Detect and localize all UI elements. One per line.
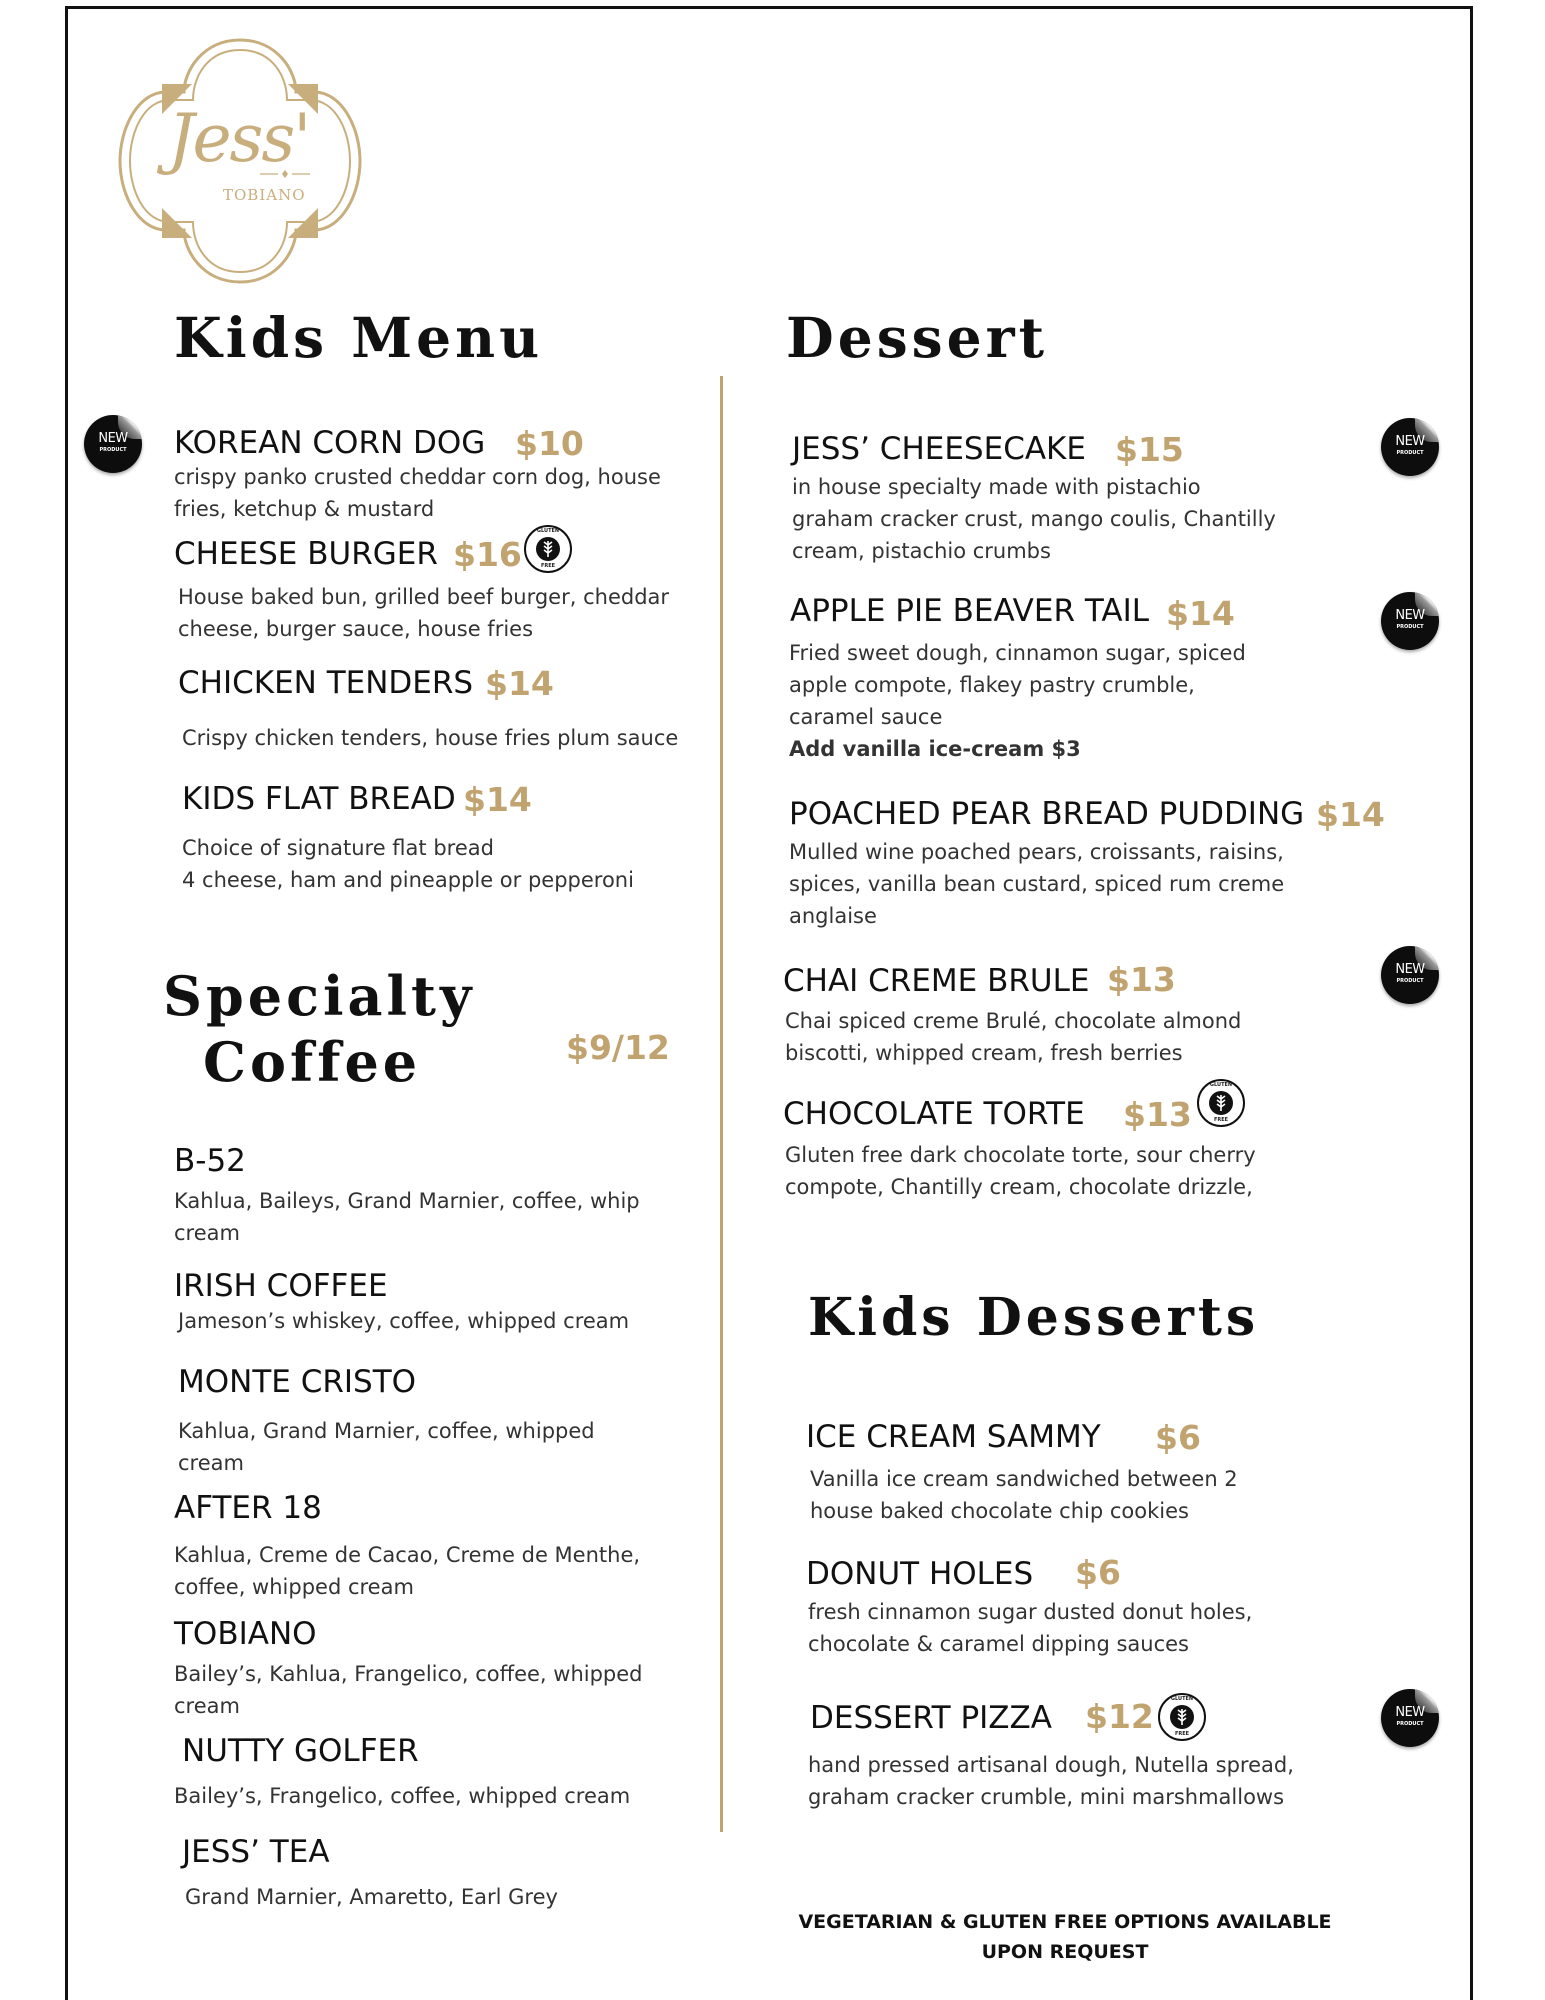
item-desc: Crispy chicken tenders, house fries plum sauce <box>182 726 679 750</box>
dessert-heading: Dessert <box>786 305 1048 370</box>
item-desc: Kahlua, Creme de Cacao, Creme de Menthe, <box>174 1543 641 1567</box>
item-desc: apple compote, flakey pastry crumble, <box>789 673 1195 697</box>
footer-line-2: UPON REQUEST <box>981 1941 1149 1963</box>
coffee-name-b52: B-52 <box>174 1143 246 1179</box>
item-price-poached-pear-bread-pudding: $14 <box>1316 795 1385 834</box>
item-desc: house baked chocolate chip cookies <box>810 1499 1189 1523</box>
item-desc: in house specialty made with pistachio <box>792 475 1201 499</box>
item-desc: graham cracker crumble, mini marshmallows <box>808 1785 1285 1809</box>
item-desc: Bailey’s, Kahlua, Frangelico, coffee, whipped <box>174 1662 643 1686</box>
specialty-heading-line1: Specialty <box>163 964 476 1028</box>
item-desc: Kahlua, Baileys, Grand Marnier, coffee, whip <box>174 1189 640 1213</box>
item-desc: Vanilla ice cream sandwiched between 2 <box>810 1467 1238 1491</box>
item-name-korean-corn-dog: KOREAN CORN DOG <box>174 425 486 461</box>
item-desc: cheese, burger sauce, house fries <box>178 617 534 641</box>
item-desc: chocolate & caramel dipping sauces <box>808 1632 1189 1656</box>
item-desc: cream <box>174 1694 240 1718</box>
item-price-apple-pie-beaver-tail: $14 <box>1166 594 1235 633</box>
item-desc: fries, ketchup & mustard <box>174 497 435 521</box>
logo-subtitle: TOBIANO <box>223 186 306 204</box>
item-desc: caramel sauce <box>789 705 943 729</box>
item-desc: anglaise <box>789 904 877 928</box>
jess-tobiano-logo <box>110 32 370 290</box>
item-addon: Add vanilla ice-cream $3 <box>789 737 1081 761</box>
item-desc: graham cracker crust, mango coulis, Chantilly <box>792 507 1276 531</box>
item-desc: spices, vanilla bean custard, spiced rum creme <box>789 872 1285 896</box>
item-desc: 4 cheese, ham and pineapple or pepperoni <box>182 868 634 892</box>
item-desc: Chai spiced creme Brulé, chocolate almond <box>785 1009 1242 1033</box>
item-desc: Choice of signature flat bread <box>182 836 494 860</box>
item-name-cheese-burger: CHEESE BURGER <box>174 536 438 572</box>
item-price-ice-cream-sammy: $6 <box>1155 1418 1201 1457</box>
item-desc: Fried sweet dough, cinnamon sugar, spiced <box>789 641 1246 665</box>
item-name-donut-holes: DONUT HOLES <box>806 1556 1034 1592</box>
item-desc: cream, pistachio crumbs <box>792 539 1051 563</box>
logo-script-name: Jess' <box>168 100 310 177</box>
item-name-apple-pie-beaver-tail: APPLE PIE BEAVER TAIL <box>790 593 1149 629</box>
coffee-name-jess-tea: JESS’ TEA <box>182 1834 330 1870</box>
gluten-free-icon: GLUTEN FREE <box>1157 1692 1207 1742</box>
new-product-badge: NEW PRODUCT <box>1381 592 1439 650</box>
item-desc: Bailey’s, Frangelico, coffee, whipped cream <box>174 1784 631 1808</box>
specialty-coffee-price: $9/12 <box>566 1028 670 1067</box>
item-name-ice-cream-sammy: ICE CREAM SAMMY <box>806 1419 1101 1455</box>
new-product-badge: NEW PRODUCT <box>1381 946 1439 1004</box>
item-desc: cream <box>178 1451 244 1475</box>
item-name-chai-creme-brule: CHAI CREME BRULE <box>783 963 1090 999</box>
item-desc: fresh cinnamon sugar dusted donut holes, <box>808 1600 1253 1624</box>
coffee-name-monte-cristo: MONTE CRISTO <box>178 1364 417 1400</box>
item-price-chicken-tenders: $14 <box>485 664 554 703</box>
item-desc: Jameson’s whiskey, coffee, whipped cream <box>178 1309 630 1333</box>
new-product-badge: NEW PRODUCT <box>84 415 142 473</box>
item-price-dessert-pizza: $12 <box>1085 1697 1154 1736</box>
item-desc: biscotti, whipped cream, fresh berries <box>785 1041 1183 1065</box>
column-divider <box>720 376 723 1832</box>
item-price-jess-cheesecake: $15 <box>1115 430 1184 469</box>
item-price-kids-flat-bread: $14 <box>463 780 532 819</box>
item-price-cheese-burger: $16 <box>453 535 522 574</box>
item-desc: compote, Chantilly cream, chocolate drizzle, <box>785 1175 1253 1199</box>
specialty-heading-line2: Coffee <box>203 1030 422 1094</box>
item-price-chai-creme-brule: $13 <box>1107 960 1176 999</box>
item-desc: crispy panko crusted cheddar corn dog, house <box>174 465 661 489</box>
item-name-poached-pear-bread-pudding: POACHED PEAR BREAD PUDDING <box>789 796 1305 832</box>
item-name-kids-flat-bread: KIDS FLAT BREAD <box>182 781 456 817</box>
new-product-badge: NEW PRODUCT <box>1381 418 1439 476</box>
coffee-name-tobiano: TOBIANO <box>174 1616 317 1652</box>
item-name-jess-cheesecake: JESS’ CHEESECAKE <box>792 431 1086 467</box>
item-price-donut-holes: $6 <box>1075 1553 1121 1592</box>
item-desc: Grand Marnier, Amaretto, Earl Grey <box>185 1885 558 1909</box>
gluten-free-icon: GLUTEN FREE <box>1196 1078 1246 1128</box>
item-name-dessert-pizza: DESSERT PIZZA <box>810 1700 1052 1736</box>
coffee-name-after-18: AFTER 18 <box>174 1490 322 1526</box>
item-price-chocolate-torte: $13 <box>1123 1095 1192 1134</box>
item-desc: Gluten free dark chocolate torte, sour cherry <box>785 1143 1256 1167</box>
item-desc: House baked bun, grilled beef burger, cheddar <box>178 585 670 609</box>
item-desc: Kahlua, Grand Marnier, coffee, whipped <box>178 1419 595 1443</box>
item-name-chicken-tenders: CHICKEN TENDERS <box>178 665 474 701</box>
coffee-name-nutty-golfer: NUTTY GOLFER <box>182 1733 419 1769</box>
item-desc: coffee, whipped cream <box>174 1575 414 1599</box>
footer-line-1: VEGETARIAN & GLUTEN FREE OPTIONS AVAILABLE <box>798 1911 1332 1933</box>
gluten-free-icon: GLUTEN FREE <box>523 524 573 574</box>
item-desc: Mulled wine poached pears, croissants, raisins, <box>789 840 1284 864</box>
item-desc: hand pressed artisanal dough, Nutella spread, <box>808 1753 1294 1777</box>
footer-note <box>780 1907 1350 1967</box>
kids-menu-heading: Kids Menu <box>174 305 544 370</box>
item-name-chocolate-torte: CHOCOLATE TORTE <box>783 1096 1085 1132</box>
item-price-korean-corn-dog: $10 <box>515 424 584 463</box>
kids-desserts-heading: Kids Desserts <box>808 1287 1260 1348</box>
coffee-name-irish-coffee: IRISH COFFEE <box>174 1268 388 1304</box>
new-product-badge: NEW PRODUCT <box>1381 1689 1439 1747</box>
item-desc: cream <box>174 1221 240 1245</box>
